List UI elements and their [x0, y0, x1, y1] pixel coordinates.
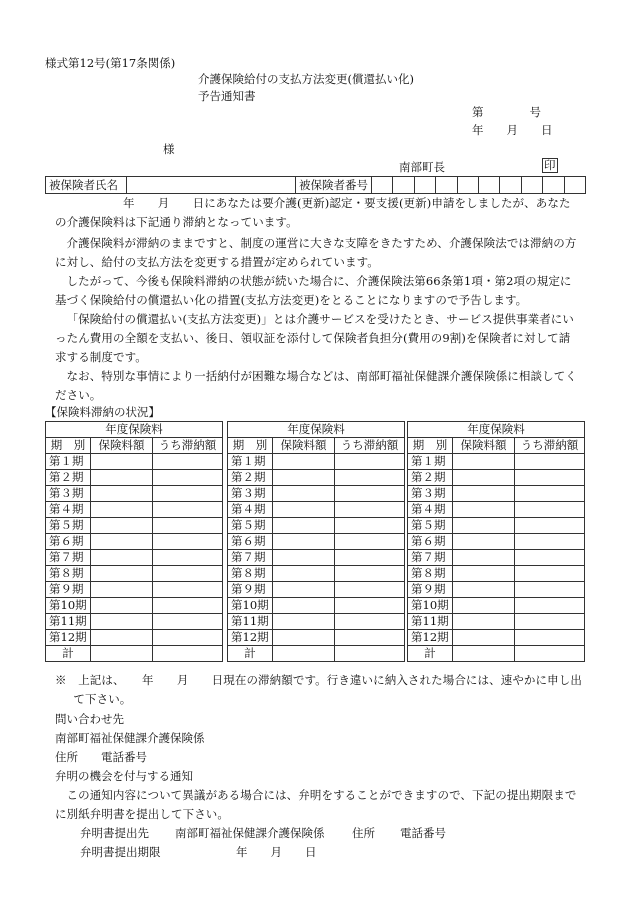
period-cell: 第６期: [228, 534, 273, 550]
table-row: [408, 614, 585, 630]
total-row: [46, 646, 223, 662]
period-cell: 第３期: [408, 486, 453, 502]
period-cell: 第４期: [46, 502, 91, 518]
column-header-row: [46, 438, 223, 454]
premium-amount-cell: [273, 566, 335, 582]
arrears-amount-cell: [153, 614, 223, 630]
total-premium-cell: [91, 646, 153, 662]
premium-amount-cell: [453, 614, 515, 630]
table-row: [228, 470, 405, 486]
premium-amount-cell: [273, 502, 335, 518]
table-row: [46, 470, 223, 486]
premium-amount-cell: [273, 470, 335, 486]
seal-mark: [542, 158, 558, 173]
table-row: [46, 614, 223, 630]
table-row: [228, 582, 405, 598]
arrears-amount-cell: [153, 566, 223, 582]
arrears-amount-cell: [335, 518, 405, 534]
period-cell: 第５期: [228, 518, 273, 534]
premium-amount-cell: [273, 534, 335, 550]
premium-amount-cell: [453, 598, 515, 614]
period-cell: 第７期: [408, 550, 453, 566]
arrears-amount-cell: [153, 534, 223, 550]
premium-amount-cell: [91, 470, 153, 486]
table-row: [408, 454, 585, 470]
document-title: 介護保険給付の支払方法変更(償還払い化): [198, 72, 414, 86]
total-arrears-cell: [515, 646, 585, 662]
column-header-row: [228, 438, 405, 454]
notice-body: この通知内容について異議がある場合には、弁明をすることができますので、下記の提出期限までに別紙弁明書を提出して下さい。: [55, 788, 577, 821]
premium-amount-cell: [91, 598, 153, 614]
arrears-table: [227, 421, 405, 662]
premium-amount-cell: [453, 630, 515, 646]
period-cell: 第10期: [46, 598, 91, 614]
paragraph-application: 年 月 日にあなたは要介護(更新)認定・要支援(更新)申請をしましたが、あなたの介護保険料は下記通り滞納となっています。: [55, 196, 571, 229]
insured-number-digit: [393, 177, 414, 194]
addressee-suffix: 様: [163, 142, 175, 156]
period-cell: 第１期: [228, 454, 273, 470]
year-header-row: [228, 422, 405, 438]
table-row: [408, 566, 585, 582]
arrears-amount-cell: [335, 534, 405, 550]
total-premium-cell: [273, 646, 335, 662]
insured-number-digit: [564, 177, 585, 194]
premium-amount-cell: [453, 550, 515, 566]
premium-amount-cell: [453, 486, 515, 502]
period-cell: 第７期: [46, 550, 91, 566]
period-cell: 第８期: [228, 566, 273, 582]
premium-amount-cell: [273, 486, 335, 502]
arrears-amount-cell: [515, 502, 585, 518]
arrears-amount-cell: [515, 630, 585, 646]
premium-amount-cell: [91, 518, 153, 534]
arrears-column-header: うち滞納額: [515, 438, 585, 454]
insured-number-digit: [478, 177, 499, 194]
year-header-row: [408, 422, 585, 438]
document-date: 年 月 日: [472, 123, 553, 137]
table-row: [228, 486, 405, 502]
arrears-table: [407, 421, 585, 662]
document-number: 第 号: [472, 105, 541, 119]
paragraph-arrears-effect: 介護保険料が滞納のままですと、制度の運営に大きな支障をきたすため、介護保険法では滞納の方に対し、給付の支払方法を変更する措置が定められています。: [55, 236, 577, 269]
period-cell: 第10期: [228, 598, 273, 614]
table-row: [408, 502, 585, 518]
premium-amount-cell: [453, 470, 515, 486]
premium-amount-cell: [453, 454, 515, 470]
table-row: [228, 534, 405, 550]
premium-amount-cell: [91, 534, 153, 550]
insured-number-label: 被保険者番号: [296, 177, 372, 194]
table-row: [46, 582, 223, 598]
submit-to-department: 南部町福祉保健課介護保険係: [175, 826, 325, 840]
arrears-amount-cell: [335, 502, 405, 518]
period-cell: 第12期: [46, 630, 91, 646]
arrears-amount-cell: [153, 598, 223, 614]
paragraph-reimbursement-definition: 「保険給付の償還払い(支払方法変更)」とは介護サービスを受けたとき、サービス提供事業者にいったん費用の全額を支払い、後日、領収証を添付して保険者負担分(費用の9割)を保険者に対して請求する制度です。: [55, 312, 575, 364]
arrears-amount-cell: [515, 614, 585, 630]
table-row: [408, 486, 585, 502]
premium-amount-cell: [91, 550, 153, 566]
period-cell: 第２期: [408, 470, 453, 486]
table-row: [408, 470, 585, 486]
arrears-column-header: うち滞納額: [335, 438, 405, 454]
premium-amount-cell: [273, 518, 335, 534]
premium-amount-cell: [91, 630, 153, 646]
table-row: [408, 598, 585, 614]
arrears-amount-cell: [153, 518, 223, 534]
arrears-amount-cell: [335, 454, 405, 470]
period-cell: 第７期: [228, 550, 273, 566]
period-cell: 第９期: [228, 582, 273, 598]
section-title: 【保険料滞納の状況】: [45, 405, 160, 419]
arrears-amount-cell: [153, 470, 223, 486]
period-cell: 第11期: [408, 614, 453, 630]
insured-info-row: [46, 177, 586, 194]
period-cell: 第１期: [408, 454, 453, 470]
insured-number-digit: [500, 177, 521, 194]
period-cell: 第８期: [408, 566, 453, 582]
arrears-amount-cell: [335, 614, 405, 630]
premium-amount-cell: [273, 598, 335, 614]
arrears-amount-cell: [515, 454, 585, 470]
arrears-amount-cell: [335, 582, 405, 598]
premium-amount-cell: [273, 630, 335, 646]
paragraph-advance-notice: したがって、今後も保険料滞納の状態が続いた場合に、介護保険法第66条第1項・第2項の規定に基づく保険給付の償還払い化の措置(支払方法変更)をとることになりますので予告します。: [55, 274, 572, 307]
insured-name-label: 被保険者氏名: [46, 177, 127, 194]
insured-number-digit: [414, 177, 435, 194]
column-header-row: [408, 438, 585, 454]
arrears-amount-cell: [153, 454, 223, 470]
period-cell: 第８期: [46, 566, 91, 582]
arrears-amount-cell: [515, 582, 585, 598]
period-cell: 第５期: [408, 518, 453, 534]
period-cell: 第６期: [46, 534, 91, 550]
premium-amount-cell: [273, 582, 335, 598]
arrears-amount-cell: [335, 550, 405, 566]
arrears-amount-cell: [335, 470, 405, 486]
fiscal-year-header: 年度保険料: [408, 422, 585, 438]
premium-amount-cell: [273, 454, 335, 470]
arrears-amount-cell: [335, 630, 405, 646]
arrears-amount-cell: [515, 470, 585, 486]
total-label-cell: 計: [408, 646, 453, 662]
arrears-amount-cell: [515, 534, 585, 550]
period-cell: 第10期: [408, 598, 453, 614]
premium-amount-cell: [453, 582, 515, 598]
table-row: [46, 486, 223, 502]
arrears-amount-cell: [335, 598, 405, 614]
period-column-header: 期 別: [408, 438, 453, 454]
insured-number-digit: [521, 177, 542, 194]
total-row: [228, 646, 405, 662]
premium-amount-cell: [453, 502, 515, 518]
table-row: [228, 502, 405, 518]
table-row: [228, 454, 405, 470]
table-row: [408, 518, 585, 534]
period-cell: 第12期: [408, 630, 453, 646]
document-subtitle: 予告通知書: [198, 89, 256, 103]
submit-to-phone: 電話番号: [400, 826, 446, 840]
deadline-date: 年 月 日: [236, 845, 317, 859]
total-premium-cell: [453, 646, 515, 662]
premium-amount-cell: [91, 454, 153, 470]
period-cell: 第９期: [408, 582, 453, 598]
period-cell: 第３期: [228, 486, 273, 502]
table-row: [408, 630, 585, 646]
premium-amount-cell: [453, 566, 515, 582]
table-row: [228, 566, 405, 582]
contact-department: 南部町福祉保健課介護保険係: [55, 731, 205, 745]
arrears-amount-cell: [153, 502, 223, 518]
premium-amount-cell: [91, 582, 153, 598]
period-cell: 第６期: [408, 534, 453, 550]
arrears-amount-cell: [515, 486, 585, 502]
paragraph-consultation: なお、特別な事情により一括納付が困難な場合などは、南部町福祉保健課介護保険係に相談してください。: [55, 369, 577, 402]
table-row: [228, 518, 405, 534]
insured-number-digit: [436, 177, 457, 194]
arrears-amount-cell: [335, 486, 405, 502]
arrears-table: [45, 421, 223, 662]
arrears-amount-cell: [153, 582, 223, 598]
insured-number-digit: [543, 177, 564, 194]
table-row: [46, 518, 223, 534]
premium-column-header: 保険料額: [453, 438, 515, 454]
arrears-amount-cell: [335, 566, 405, 582]
arrears-column-header: うち滞納額: [153, 438, 223, 454]
period-cell: 第４期: [408, 502, 453, 518]
period-cell: 第３期: [46, 486, 91, 502]
arrears-amount-cell: [515, 598, 585, 614]
table-row: [46, 630, 223, 646]
period-cell: 第５期: [46, 518, 91, 534]
table-row: [408, 534, 585, 550]
table-row: [46, 566, 223, 582]
insured-number-digit: [372, 177, 393, 194]
arrears-note: ※ 上記は、 年 月 日現在の滞納額です。行き違いに納入された場合には、速やかに申し出て下さい。: [55, 673, 582, 706]
arrears-amount-cell: [153, 630, 223, 646]
period-cell: 第１期: [46, 454, 91, 470]
arrears-amount-cell: [153, 550, 223, 566]
period-column-header: 期 別: [228, 438, 273, 454]
period-cell: 第４期: [228, 502, 273, 518]
fiscal-year-header: 年度保険料: [46, 422, 223, 438]
table-row: [228, 614, 405, 630]
deadline-label: 弁明書提出期限: [80, 845, 161, 859]
arrears-amount-cell: [515, 566, 585, 582]
form-code: 様式第12号(第17条関係): [45, 56, 176, 70]
period-column-header: 期 別: [46, 438, 91, 454]
table-row: [46, 454, 223, 470]
table-row: [408, 550, 585, 566]
total-label-cell: 計: [228, 646, 273, 662]
notice-title: 弁明の機会を付与する通知: [55, 769, 193, 783]
insured-info-table: [45, 176, 586, 194]
table-row: [46, 502, 223, 518]
total-arrears-cell: [153, 646, 223, 662]
premium-amount-cell: [91, 566, 153, 582]
premium-amount-cell: [453, 534, 515, 550]
contact-label: 問い合わせ先: [55, 712, 124, 726]
premium-amount-cell: [273, 550, 335, 566]
total-row: [408, 646, 585, 662]
period-cell: 第11期: [228, 614, 273, 630]
table-row: [46, 598, 223, 614]
seal-label: 印: [544, 158, 556, 172]
total-label-cell: 計: [46, 646, 91, 662]
sender-name: 南部町長: [399, 160, 445, 174]
period-cell: 第２期: [46, 470, 91, 486]
premium-column-header: 保険料額: [273, 438, 335, 454]
period-cell: 第２期: [228, 470, 273, 486]
insured-number-digit: [457, 177, 478, 194]
period-cell: 第11期: [46, 614, 91, 630]
arrears-amount-cell: [153, 486, 223, 502]
premium-amount-cell: [273, 614, 335, 630]
submit-to-address: 住所: [352, 826, 375, 840]
premium-amount-cell: [91, 614, 153, 630]
premium-column-header: 保険料額: [91, 438, 153, 454]
fiscal-year-header: 年度保険料: [228, 422, 405, 438]
arrears-amount-cell: [515, 518, 585, 534]
period-cell: 第12期: [228, 630, 273, 646]
table-row: [408, 582, 585, 598]
premium-amount-cell: [453, 518, 515, 534]
premium-amount-cell: [91, 502, 153, 518]
table-row: [46, 534, 223, 550]
submit-to-label: 弁明書提出先: [80, 826, 149, 840]
contact-address-phone: 住所 電話番号: [55, 750, 147, 764]
insured-name-value: [127, 177, 296, 194]
table-row: [228, 550, 405, 566]
total-arrears-cell: [335, 646, 405, 662]
table-row: [228, 598, 405, 614]
arrears-amount-cell: [515, 550, 585, 566]
period-cell: 第９期: [46, 582, 91, 598]
premium-amount-cell: [91, 486, 153, 502]
year-header-row: [46, 422, 223, 438]
table-row: [228, 630, 405, 646]
table-row: [46, 550, 223, 566]
